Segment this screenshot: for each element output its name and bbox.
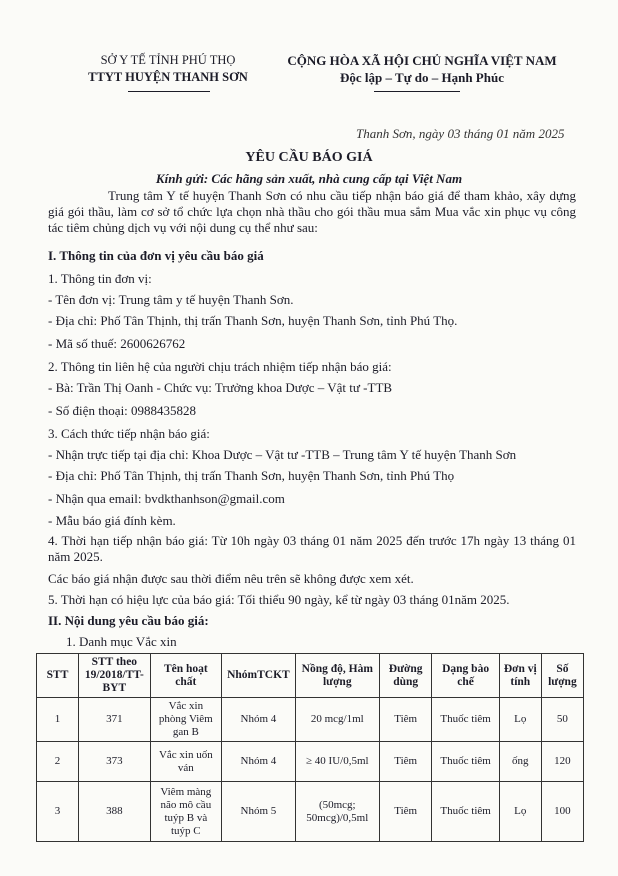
motto-underline xyxy=(374,91,460,92)
table-cell: 373 xyxy=(79,742,151,782)
vaccine-list-heading: 1. Danh mục Vắc xin xyxy=(66,634,177,649)
tax-code: - Mã số thuế: 2600626762 xyxy=(48,336,186,351)
national-header xyxy=(272,52,572,86)
receive-method-heading: 3. Cách thức tiếp nhận báo giá: xyxy=(48,426,210,441)
contact-person: - Bà: Trần Thị Oanh - Chức vụ: Trưởng khoa Dược – Vật tư -TTB xyxy=(48,380,393,395)
contact-phone: - Số điện thoại: 0988435828 xyxy=(48,403,197,418)
table-cell: 120 xyxy=(541,742,583,782)
header-cell: STT theo 19/2018/TT-BYT xyxy=(79,654,151,698)
table-cell: Viêm màng não mô cầu tuýp B và tuýp C xyxy=(150,782,222,842)
receive-email: - Nhận qua email: bvdkthanhson@gmail.com xyxy=(48,491,285,506)
table-cell: 371 xyxy=(79,698,151,742)
table-row xyxy=(37,742,584,782)
table-row xyxy=(37,782,584,842)
document-title: YÊU CẦU BÁO GIÁ xyxy=(245,150,373,165)
issuer-department: SỞ Y TẾ TỈNH PHÚ THỌ xyxy=(100,53,236,67)
table-cell: 50 xyxy=(541,698,583,742)
table-cell: Tiêm xyxy=(379,782,432,842)
table-cell: 3 xyxy=(37,782,79,842)
header-cell: Tên hoạt chất xyxy=(150,654,222,698)
issuer-header xyxy=(48,52,288,86)
recipient-line: Kính gửi: Các hãng sản xuất, nhà cung cấp tại Việt Nam xyxy=(155,171,463,186)
table-cell: Lọ xyxy=(499,782,541,842)
header-cell: Dạng bào chế xyxy=(432,654,499,698)
vaccine-table xyxy=(36,653,584,842)
table-cell: 20 mcg/1ml xyxy=(295,698,379,742)
unit-address: - Địa chỉ: Phố Tân Thịnh, thị trấn Thanh Sơn, huyện Thanh Sơn, tỉnh Phú Thọ. xyxy=(48,313,458,328)
late-submission-note: Các báo giá nhận được sau thời điểm nêu trên sẽ không được xem xét. xyxy=(48,571,414,586)
table-cell: 2 xyxy=(37,742,79,782)
issuer-unit: TTYT HUYỆN THANH SƠN xyxy=(88,70,248,84)
receive-deadline: 4. Thời hạn tiếp nhận báo giá: Từ 10h ngày 03 tháng 01 năm 2025 đến trước 17h ngày 13 tháng 01 năm 2025. xyxy=(48,533,576,564)
unit-name: - Tên đơn vị: Trung tâm y tế huyện Thanh Sơn. xyxy=(48,292,294,307)
template-note: - Mẫu báo giá đính kèm. xyxy=(48,513,176,528)
table-cell: Lọ xyxy=(499,698,541,742)
table-cell: 1 xyxy=(37,698,79,742)
table-cell: Thuốc tiêm xyxy=(432,698,499,742)
table-row xyxy=(37,698,584,742)
header-cell: Số lượng xyxy=(541,654,583,698)
national-motto: Độc lập – Tự do – Hạnh Phúc xyxy=(340,70,504,85)
table-cell: Thuốc tiêm xyxy=(432,782,499,842)
unit-info-heading: 1. Thông tin đơn vị: xyxy=(48,271,152,286)
intro-paragraph: Trung tâm Y tế huyện Thanh Sơn có nhu cầu tiếp nhận báo giá để tham khảo, xây dựng giá gói thầu, làm cơ sở tổ chức lựa chọn nhà thầu cho gói thầu mua sắm Mua vắc xin phục vụ công tác tiêm chủng dịch vụ với nội dung cụ thể như sau: xyxy=(48,188,576,235)
table-cell: Nhóm 5 xyxy=(222,782,296,842)
receive-address: - Địa chỉ: Phố Tân Thịnh, thị trấn Thanh Sơn, huyện Thanh Sơn, tỉnh Phú Thọ xyxy=(48,468,455,483)
table-cell: 100 xyxy=(541,782,583,842)
table-cell: Vắc xin phòng Viêm gan B xyxy=(150,698,222,742)
header-cell: STT xyxy=(37,654,79,698)
table-cell: ≥ 40 IU/0,5ml xyxy=(295,742,379,782)
table-cell: Tiêm xyxy=(379,698,432,742)
header-cell: Nồng độ, Hàm lượng xyxy=(295,654,379,698)
section-2-heading: II. Nội dung yêu cầu báo giá: xyxy=(48,613,209,628)
table-header-row xyxy=(37,654,584,698)
document-date: Thanh Sơn, ngày 03 tháng 01 năm 2025 xyxy=(356,126,565,141)
table-cell: Tiêm xyxy=(379,742,432,782)
table-cell: Nhóm 4 xyxy=(222,698,296,742)
header-cell: Đơn vị tính xyxy=(499,654,541,698)
table-cell: 388 xyxy=(79,782,151,842)
table-cell: ống xyxy=(499,742,541,782)
receive-direct: - Nhận trực tiếp tại địa chỉ: Khoa Dược – Vật tư -TTB – Trung tâm Y tế huyện Thanh Sơn xyxy=(48,447,517,462)
header-cell: Đường dùng xyxy=(379,654,432,698)
validity-period: 5. Thời hạn có hiệu lực của báo giá: Tối thiểu 90 ngày, kể từ ngày 03 tháng 01năm 2025. xyxy=(48,592,510,607)
issuer-underline xyxy=(128,91,210,92)
table-cell: Thuốc tiêm xyxy=(432,742,499,782)
table-cell: Vắc xin uốn ván xyxy=(150,742,222,782)
table-cell: Nhóm 4 xyxy=(222,742,296,782)
header-cell: NhómTCKT xyxy=(222,654,296,698)
contact-heading: 2. Thông tin liên hệ của người chịu trách nhiệm tiếp nhận báo giá: xyxy=(48,359,392,374)
national-title: CỘNG HÒA XÃ HỘI CHỦ NGHĨA VIỆT NAM xyxy=(287,53,557,68)
section-1-heading: I. Thông tin của đơn vị yêu cầu báo giá xyxy=(48,248,264,263)
table-cell: (50mcg; 50mcg)/0,5ml xyxy=(295,782,379,842)
